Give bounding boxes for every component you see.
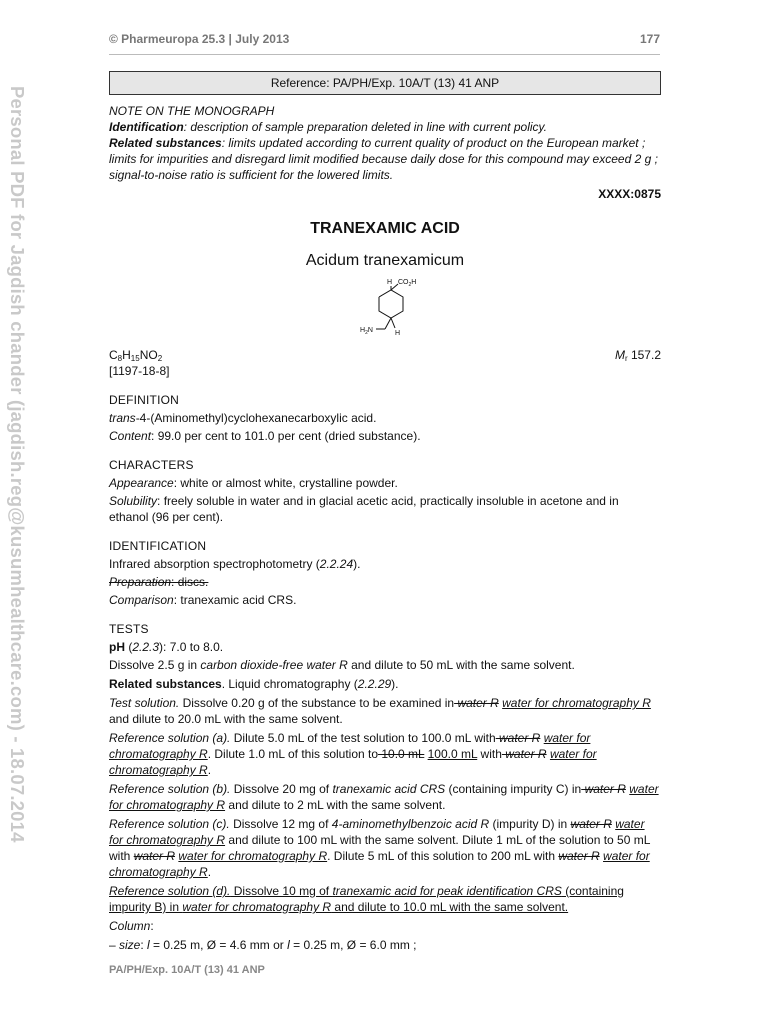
tests-heading: TESTS (109, 622, 149, 636)
tests-ph: pH (2.2.3): 7.0 to 8.0. (109, 640, 224, 654)
molecular-formula: $C_8H_{15}NO_2$ (109, 348, 163, 363)
test-solution: Test solution. Dissolve 0.20 g of the substance to be examined in water R water for chromatography R and dilute to 20.0 mL with the same solvent. (109, 696, 651, 726)
identification-preparation-deleted: Preparation: discs. (109, 575, 209, 589)
monograph-title: TRANEXAMIC ACID (310, 220, 460, 237)
structure-h-bottom: H (395, 330, 401, 337)
column-label: Column: (109, 919, 154, 933)
reference-box: Reference: PA/PH/Exp. 10A/T (13) 41 ANP (109, 71, 661, 95)
structure-h-top: H (387, 279, 393, 286)
characters-solubility: Solubility: freely soluble in water and in glacial acetic acid, practically insoluble in acetone and in ethanol (96 per cent). (109, 494, 619, 524)
characters-heading: CHARACTERS (109, 458, 194, 472)
reference-solution-c: Reference solution (c). Dissolve 12 mg of 4-aminomethylbenzoic acid R (impurity D) in water R water for chromatography R and dilute to 100 mL with the same solvent. Dilute 1 mL of the solution to 50 mL with water R water for chromatography R. Dilute 5 mL of this solution to 200 mL with water R water for chromatography R. (109, 817, 650, 879)
document-body (109, 71, 661, 953)
reference-solution-a: Reference solution (a). Dilute 5.0 mL of the test solution to 100.0 mL with water R water for chromatography R. Dilute 1.0 mL of this solution to 10.0 mL 100.0 mL with water R water for chromatography R. (109, 731, 597, 777)
column-size: – size: l = 0.25 m, Ø = 4.6 mm or l = 0.25 m, Ø = 6.0 mm ; (109, 938, 417, 952)
page-header (109, 32, 660, 48)
identification-heading: IDENTIFICATION (109, 539, 207, 553)
reference-solution-b: Reference solution (b). Dissolve 20 mg of tranexamic acid CRS (containing impurity C) in water R water for chromatography R and dilute to 2 mL with the same solvent. (109, 782, 659, 812)
journal-issue: © Pharmeuropa 25.3 | July 2013 (109, 32, 290, 46)
note-identification: Identification: description of sample preparation deleted in line with current policy. (109, 120, 547, 134)
latin-title: Acidum tranexamicum (305, 252, 465, 269)
formula-row (109, 347, 661, 363)
tests-related-substances: Related substances. Liquid chromatography (2.2.29). (109, 677, 399, 691)
page-number: 177 (639, 32, 660, 46)
identification-ir: Infrared absorption spectrophotometry (2.2.24). (109, 557, 361, 571)
definition-content: Content: 99.0 per cent to 101.0 per cent (dried substance). (109, 429, 421, 443)
note-related-substances: Related substances: limits updated according to current quality of product on the European market ; limits for impurities and disregard limit modified because daily dose for this compound may exceed 2 g ; signal-to-noise ratio is sufficient for the lowered limits. (109, 136, 658, 182)
page-footer: PA/PH/Exp. 10A/T (13) 41 ANP (109, 964, 265, 976)
monograph-note (109, 103, 661, 183)
characters-appearance: Appearance: white or almost white, crystalline powder. (109, 476, 398, 490)
molecular-mass: $M_r$ 157.2 (614, 348, 661, 363)
watermark-text: Personal PDF for Jagdish chander (jagdish.reg@kusumhealthcare.com) - 18.07.2014 (7, 86, 28, 843)
note-heading: NOTE ON THE MONOGRAPH (109, 104, 275, 118)
definition-heading: DEFINITION (109, 393, 179, 407)
reference-solution-d: Reference solution (d). Dissolve 10 mg of tranexamic acid for peak identification CRS (containing impurity B) in water for chromatography R and dilute to 10.0 mL with the same solvent. (109, 884, 624, 914)
tests-ph-solution: Dissolve 2.5 g in carbon dioxide-free water R and dilute to 50 mL with the same solvent. (109, 658, 575, 672)
cas-number: [1197-18-8] (109, 364, 170, 378)
monograph-code: XXXX:0875 (598, 187, 661, 201)
header-divider (109, 54, 660, 55)
identification-comparison: Comparison: tranexamic acid CRS. (109, 593, 297, 607)
chemical-structure (340, 277, 430, 345)
svg-text:CO2H: $CO_2H$ (398, 279, 417, 288)
definition-name: trans-4-(Aminomethyl)cyclohexanecarboxylic acid. (109, 411, 377, 425)
watermark (6, 86, 28, 942)
svg-text:H2N: $H_2N$ (360, 327, 373, 336)
